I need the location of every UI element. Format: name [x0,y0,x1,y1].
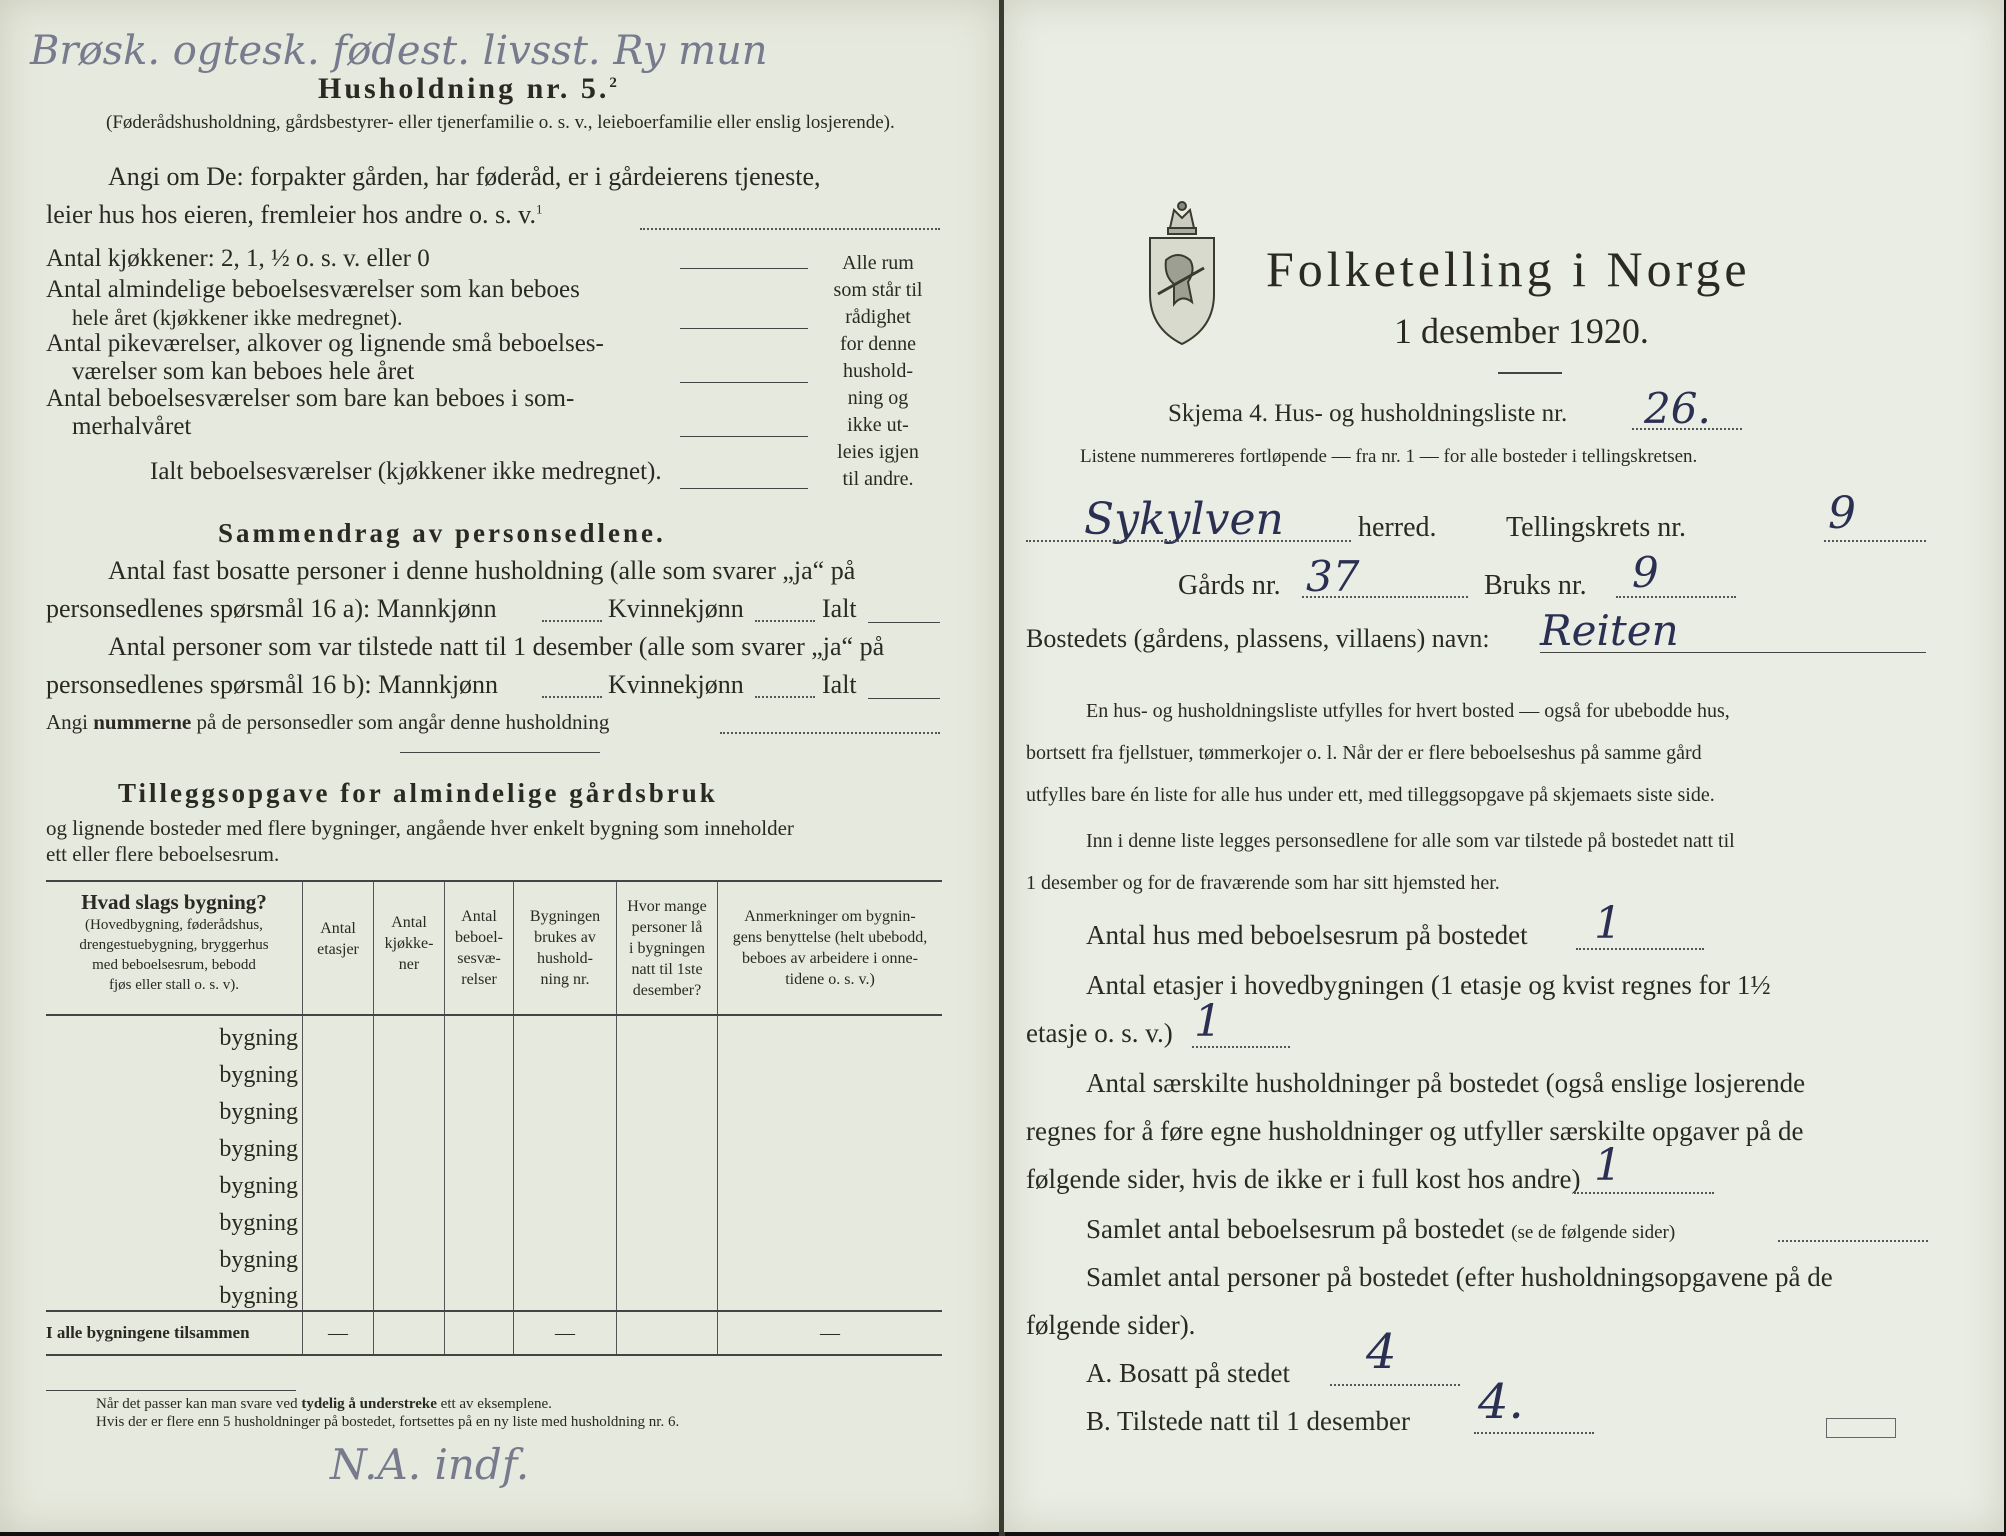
para1-line1: En hus- og husholdningsliste utfylles for hvert bosted — også for ubebodde hus, [1086,700,1730,722]
summary-men2-dots [542,696,602,698]
col-kitchens-header: Antal kjøkke- ner [374,881,445,1015]
rooms-summer-cont: merhalvåret [72,413,192,440]
summary-line-2: personsedlenes spørsmål 16 a): Mannkjønn [46,594,497,623]
building-row-cell [374,1237,445,1274]
col-persons-header: Hvor mange personer lå i bygningen natt til 1ste desember? [617,881,718,1015]
building-row-cell [617,1126,718,1163]
antal-hus-label: Antal hus med beboelsesrum på bostedet [1086,920,1528,950]
summary-title: Sammendrag av personsedlene. [218,518,666,548]
building-row-cell [718,1163,943,1200]
handwritten-note-top: Brøsk. ogtesk. fødest. livsst. Ry mun [30,28,768,74]
rooms-summer: Antal beboelsesværelser som bare kan beboes i som- [46,385,575,412]
building-row-cell [718,1089,943,1126]
tilstede-label: B. Tilstede natt til 1 desember [1086,1406,1410,1436]
building-row-cell [374,1015,445,1052]
left-page [0,0,1000,1532]
building-row [46,1274,942,1311]
building-row-cell [514,1126,617,1163]
building-row-cell [303,1274,374,1311]
saerskilte-line1: Antal særskilte husholdninger på bostedet (også enslige losjerende [1086,1068,1806,1098]
total-remarks: — [718,1311,943,1355]
col-remarks-header: Anmerkninger om bygnin- gens benyttelse (helt ubebodd, beboes av arbeidere i onne- tidene o. s. v.) [718,881,943,1015]
building-row-cell [445,1089,514,1126]
skjema-value: 26. [1644,384,1711,433]
footnote-1: Når det passer kan man svare ved tydelig å understreke ett av eksemplene. [96,1396,552,1412]
rooms-maids-line [680,382,808,383]
total-rooms [445,1311,514,1355]
building-row-cell [718,1126,943,1163]
building-row-cell [514,1237,617,1274]
buildings-table-header [46,881,942,1015]
building-row-cell [303,1237,374,1274]
building-row-label: bygning [46,1015,303,1052]
rooms-total-line [680,488,808,489]
building-row-cell [514,1015,617,1052]
skjema-label: Skjema 4. Hus- og husholdningsliste nr. [1168,400,1568,427]
angi-nummerne: Angi nummerne på de personsedler som angår denne husholdning [46,710,610,734]
printer-stamp [1826,1418,1896,1438]
footnote-2: Hvis der er flere enn 5 husholdninger på bostedet, fortsettes på en ny liste med husholdning nr. 6. [96,1414,680,1430]
samlet-rum-dots [1778,1240,1928,1242]
saerskilte-line2: regnes for å føre egne husholdninger og utfyller særskilte opgaver på de [1026,1116,1804,1146]
bostedets-label: Bostedets (gårdens, plassens, villaens) navn: [1026,624,1490,653]
rooms-ordinary: Antal almindelige beboelsesværelser som kan beboes [46,276,580,303]
building-row-cell [445,1052,514,1089]
form-date: 1 desember 1920. [1394,311,1649,351]
building-row-cell [445,1237,514,1274]
antal-hus-dots [1576,948,1704,950]
building-row-label: bygning [46,1237,303,1274]
household-title: Husholdning nr. 5.$^2$ [318,72,620,105]
gards-label: Gårds nr. [1178,570,1281,601]
building-row-cell [374,1126,445,1163]
tilstede-dots [1474,1432,1594,1434]
bruks-dots [1616,596,1736,598]
building-row-cell [303,1015,374,1052]
summary-women-dots [755,620,815,622]
summary-total-label: Ialt [822,594,857,623]
building-row-cell [617,1052,718,1089]
building-row-cell [617,1089,718,1126]
section-divider [400,752,600,753]
para2-line1: Inn i denne liste legges personsedlene for alle som var tilstede på bostedet natt til [1086,830,1735,852]
building-row [46,1237,942,1274]
tillegg-sub-2: ett eller flere beboelsesrum. [46,842,280,866]
building-row-label: bygning [46,1163,303,1200]
building-row-cell [718,1274,943,1311]
rooms-kitchens-line [680,268,808,269]
building-row-cell [514,1200,617,1237]
building-row-cell [514,1163,617,1200]
rooms-total: Ialt beboelsesværelser (kjøkkener ikke medregnet). [150,458,662,485]
bruks-label: Bruks nr. [1484,570,1587,601]
antal-hus-value: 1 [1594,898,1622,949]
tellingskrets-dots [1824,540,1926,542]
building-row-label: bygning [46,1274,303,1311]
bosatt-label: A. Bosatt på stedet [1086,1358,1290,1388]
building-row-cell [445,1200,514,1237]
summary-line-3: Antal personer som var tilstede natt til 1 desember (alle som svarer „ja“ på [108,632,885,661]
summary-women2-label: Kvinnekjønn [608,670,744,699]
antal-etasjer-value: 1 [1194,996,1222,1047]
building-row-cell [514,1089,617,1126]
tillegg-sub-1: og lignende bosteder med flere bygninger, angående hver enkelt bygning som inneholder [46,816,794,840]
building-row-cell [374,1052,445,1089]
norway-coat-of-arms-icon [1144,198,1220,348]
bosatt-value: 4 [1366,1324,1397,1380]
rooms-maids-cont: værelser som kan beboes hele året [72,358,415,385]
building-row-cell [374,1274,445,1311]
total-floors: — [303,1311,374,1355]
skjema-dots [1632,428,1742,430]
angi-line-2: leier hus hos eieren, fremleier hos andre o. s. v.$^1$ [46,200,543,229]
building-row-cell [617,1274,718,1311]
buildings-total-row [46,1311,942,1355]
building-row-label: bygning [46,1126,303,1163]
summary-total-line [868,622,940,623]
tellingskrets-value: 9 [1828,488,1856,539]
col-floors-header: Antal etasjer [303,881,374,1015]
gards-dots [1302,596,1468,598]
building-row [46,1163,942,1200]
herred-dots [1026,540,1351,542]
saerskilte-dots [1574,1192,1714,1194]
summary-women2-dots [755,696,815,698]
col-rooms-header: Antal beboel- sesvæ- relser [445,881,514,1015]
samlet-personer-line1: Samlet antal personer på bostedet (efter husholdningsopgavene på de [1086,1262,1833,1292]
building-row-cell [303,1200,374,1237]
tillegg-title: Tilleggsopgave for almindelige gårdsbruk [118,778,718,808]
building-row-cell [617,1200,718,1237]
para1-line2: bortsett fra fjellstuer, tømmerkojer o. l. Når der er flere beboelseshus på samme gård [1026,742,1702,764]
building-row [46,1052,942,1089]
title-divider [1498,372,1562,374]
footnote-divider [46,1390,296,1391]
summary-line-4: personsedlenes spørsmål 16 b): Mannkjønn [46,670,499,699]
building-row-cell [718,1200,943,1237]
building-row-cell [303,1089,374,1126]
samlet-personer-line2: følgende sider). [1026,1310,1196,1340]
form-title: Folketelling i Norge [1266,241,1751,297]
building-row-cell [718,1237,943,1274]
household-subtitle: (Føderådshusholdning, gårdsbestyrer- eller tjenerfamilie o. s. v., leieboerfamilie eller enslig losjerende). [106,112,895,133]
building-row-label: bygning [46,1200,303,1237]
para2-line2: 1 desember og for de fraværende som har sitt hjemsted her. [1026,872,1500,894]
bruks-value: 9 [1632,548,1659,597]
total-kitchens [374,1311,445,1355]
rooms-ordinary-cont: hele året (kjøkkener ikke medregnet). [72,305,403,330]
building-row-cell [514,1274,617,1311]
summary-men-dots [542,620,602,622]
gards-value: 37 [1306,552,1360,601]
building-row-cell [374,1089,445,1126]
building-row-cell [374,1200,445,1237]
angi-line-1: Angi om De: forpakter gården, har føderåd, er i gårdeierens tjeneste, [108,162,821,191]
bosatt-dots [1330,1384,1460,1386]
building-row [46,1200,942,1237]
antal-etasjer-line1: Antal etasjer i hovedbygningen (1 etasje og kvist regnes for 1½ [1086,970,1771,1000]
tilstede-value: 4. [1478,1374,1524,1430]
angi-dotted-line [640,228,940,230]
herred-value: Sykylven [1084,494,1284,545]
bostedets-line [1540,652,1926,653]
samlet-rum: Samlet antal beboelsesrum på bostedet (se de følgende sider) [1086,1214,1676,1244]
building-row-cell [445,1163,514,1200]
right-page [1004,0,2004,1532]
rooms-ordinary-line [680,328,808,329]
rooms-side-note: Alle rum som står til rådighet for denne hushold- ning og ikke ut- leies igjen til andre. [833,252,923,490]
buildings-total-label: I alle bygningene tilsammen [46,1323,250,1342]
building-row-cell [617,1163,718,1200]
saerskilte-line3: følgende sider, hvis de ikke er i full kost hos andre) [1026,1164,1581,1194]
building-row-cell [445,1126,514,1163]
bostedets-value: Reiten [1540,606,1679,655]
building-row-cell [718,1052,943,1089]
building-row-cell [445,1274,514,1311]
building-row-cell [303,1126,374,1163]
building-row-label: bygning [46,1052,303,1089]
building-row-cell [718,1015,943,1052]
angi-nummerne-dots [720,732,940,734]
antal-etasjer-line2: etasje o. s. v.) [1026,1018,1173,1048]
para1-line3: utfylles bare én liste for alle hus under ett, med tilleggsopgave på skjemaets siste side. [1026,784,1715,806]
total-household: — [514,1311,617,1355]
summary-total2-line [868,698,940,699]
building-row [46,1089,942,1126]
listene-note: Listene nummereres fortløpende — fra nr. 1 — for alle bosteder i tellingskretsen. [1080,446,1698,467]
herred-label: herred. [1358,512,1437,543]
buildings-table [46,880,942,1356]
rooms-kitchens: Antal kjøkkener: 2, 1, ½ o. s. v. eller 0 [46,245,430,272]
col-household-header: Bygningen brukes av hushold- ning nr. [514,881,617,1015]
building-row-cell [617,1015,718,1052]
building-row-cell [445,1015,514,1052]
buildings-table-body [46,1015,942,1311]
tellingskrets-label: Tellingskrets nr. [1506,512,1687,543]
building-row-cell [303,1163,374,1200]
building-row [46,1015,942,1052]
summary-women-label: Kvinnekjønn [608,594,744,623]
total-persons [617,1311,718,1355]
rooms-summer-line [680,436,808,437]
building-row-cell [514,1052,617,1089]
building-row-cell [303,1052,374,1089]
building-row [46,1126,942,1163]
summary-total2-label: Ialt [822,670,857,699]
building-row-cell [374,1163,445,1200]
summary-line-1: Antal fast bosatte personer i denne husholdning (alle som svarer „ja“ på [108,556,856,585]
rooms-maids: Antal pikeværelser, alkover og lignende små beboelses- [46,330,604,357]
building-row-cell [617,1237,718,1274]
building-row-label: bygning [46,1089,303,1126]
saerskilte-value: 1 [1594,1140,1622,1191]
col-building-type-header: Hvad slags bygning? (Hovedbygning, føderådshus, drengestuebygning, bryggerhus med beboelsesrum, bebodd fjøs eller stall o. s. v). [79,890,269,993]
handwritten-note-bottom: N.A. indf. [330,1440,530,1489]
antal-etasjer-dots [1192,1046,1290,1048]
